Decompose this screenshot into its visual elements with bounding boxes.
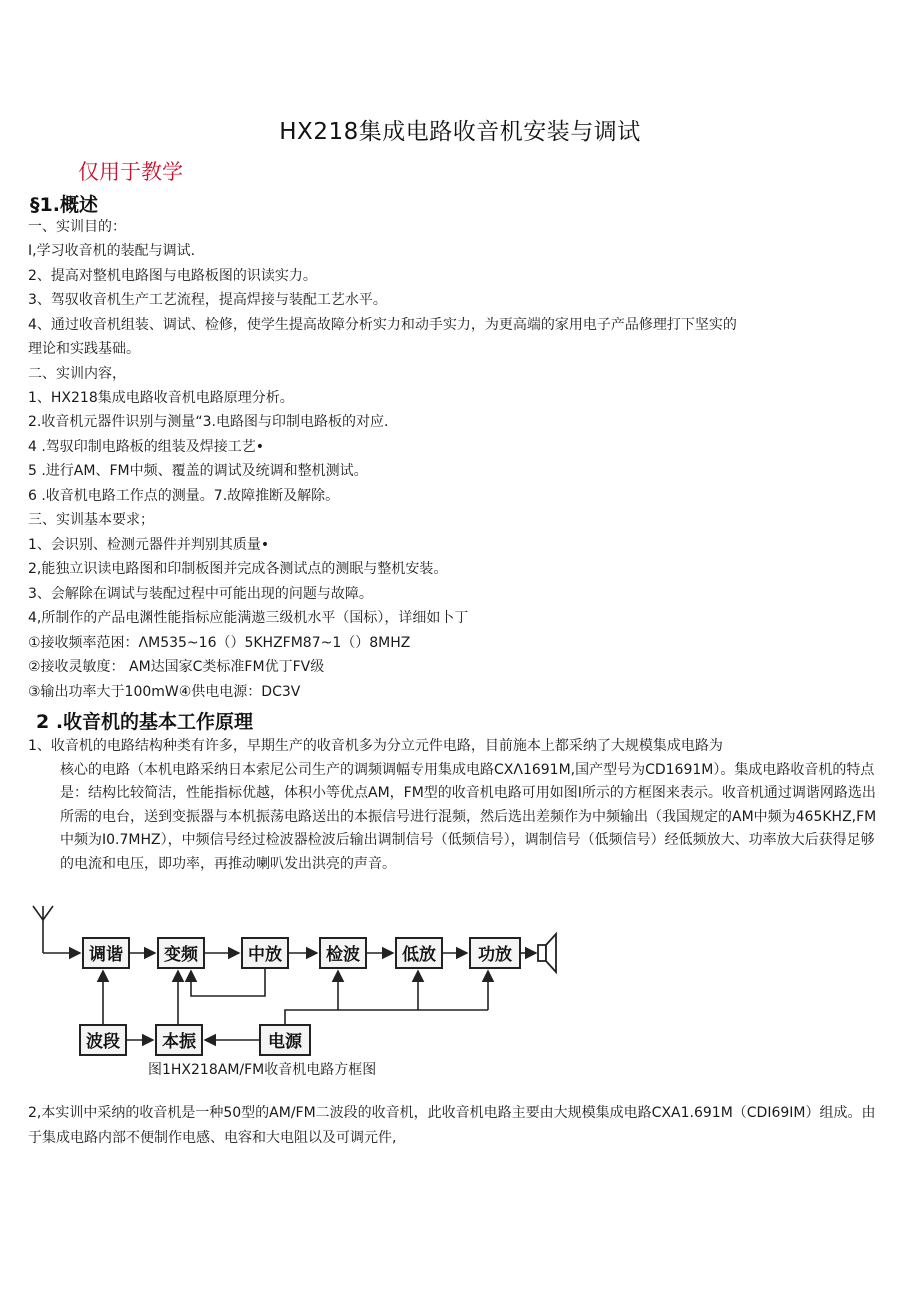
watermark-text: 仅用于教学	[78, 160, 183, 184]
document-title: HX218集成电路收音机安装与调试	[279, 119, 641, 145]
label-detector: 检波	[326, 945, 360, 965]
text-line: 三、实训基本要求；	[28, 512, 154, 528]
label-audio-amp: 低放	[402, 945, 436, 965]
text-line: 2、提高对整机电路图与电路板图的识读实力。	[28, 268, 317, 284]
label-power-supply: 电源	[268, 1032, 302, 1052]
antenna-icon	[33, 906, 80, 953]
text-line: 1、会识别、检测元器件并判别其质量•	[28, 537, 270, 553]
text-line: 3、会解除在调试与装配过程中可能出现的问题与故障。	[28, 586, 373, 602]
block-diagram	[28, 898, 558, 1058]
text-line: 二、实训内容，	[28, 366, 126, 382]
text-line: ②接收灵敏度： AM达国家C类标准FM优丁FV级	[28, 659, 325, 675]
text-line: 4,所制作的产品电渊性能指标应能满遨三级机水平（国标），详细如卜丁	[28, 610, 469, 626]
text-line: 6 .收音机电路工作点的测量。7.故障推断及解除。	[28, 488, 340, 504]
text-line: 4 .驾驭印制电路板的组装及焊接工艺•	[28, 439, 265, 455]
label-oscillator: 本振	[162, 1032, 196, 1052]
paragraph-1-first-line: 1、收音机的电路结构种类有许多，早期生产的收音机多为分立元件电路，目前施本上都采纳了大规模集成电路为	[28, 738, 723, 754]
text-line: 一、实训目的：	[28, 219, 126, 235]
section2-heading: 2 .收音机的基本工作原理	[36, 711, 254, 733]
speaker-icon	[538, 934, 556, 972]
text-line: 2,能独立识读电路图和印制板图并完成各测试点的测眠与整机安装。	[28, 561, 448, 577]
label-tuning: 调谐	[89, 945, 123, 965]
text-line: ①接收频率范困：ΛM535~16（）5KHZFM87~1（）8MHZ	[28, 635, 411, 651]
text-line: 2.收音机元器件识别与测量“3.电路图与印制电路板的对应.	[28, 414, 389, 430]
text-line: 4、通过收音机组装、调试、检修，使学生提高故障分析实力和动手实力，为更高端的家用电子产品修理打下坚实的	[28, 317, 737, 333]
paragraph-2: 2,本实训中采纳的收音机是一种50型的AM/FM二波段的收音机，此收音机电路主要由大规模集成电路CXA1.691M（CDI69IM）组成。由于集成电路内部不便制作电感、电容和大电阻以及可调元件,	[28, 1105, 876, 1146]
text-line: 3、驾驭收音机生产工艺流程，提高焊接与装配工艺水平。	[28, 292, 387, 308]
figure-caption: 图1HX218AM/FM收音机电路方框图	[148, 1062, 377, 1078]
label-if-amp: 中放	[248, 945, 282, 965]
text-line: 理论和实践基础。	[28, 341, 140, 357]
label-mixer: 变频	[164, 945, 198, 965]
label-power-amp: 功放	[478, 945, 512, 965]
text-line: 5 .进行AM、FM中频、覆盖的调试及统调和整机测试。	[28, 463, 368, 479]
label-band: 波段	[86, 1032, 120, 1052]
text-line: I,学习收音机的装配与调试.	[28, 243, 196, 259]
text-line: ③输出功率大于100mW④供电电源：DC3V	[28, 684, 301, 700]
paragraph-1-body: 核心的电路（本机电路采纳日本索尼公司生产的调频调幅专用集成电路CXΛ1691M,国产型号为CD1691M）。集成电路收音机的特点是：结构比较简洁，性能指标优越，体积小等优点AM，FM型的收音机电路可用如图I所示的方框图来表示。收音机通过调谐网路选出所需的电台，送到变振器与本机振荡电路送出的本振信号进行混频，然后选出差频作为中频输出（我国规定的AM中频为465KHZ,FM中频为I0.7MHZ），中频信号经过检波器检波后输出调制信号（低频信号），调制信号（低频信号）经低频放大、功率放大后获得足够的电流和电压，即功率，再推动喇叭发出洪亮的声音。	[60, 761, 877, 872]
section1-heading: §1.概述	[30, 194, 98, 216]
text-line: 1、HX218集成电路收音机电路原理分析。	[28, 390, 294, 406]
paragraph-1	[28, 735, 888, 876]
